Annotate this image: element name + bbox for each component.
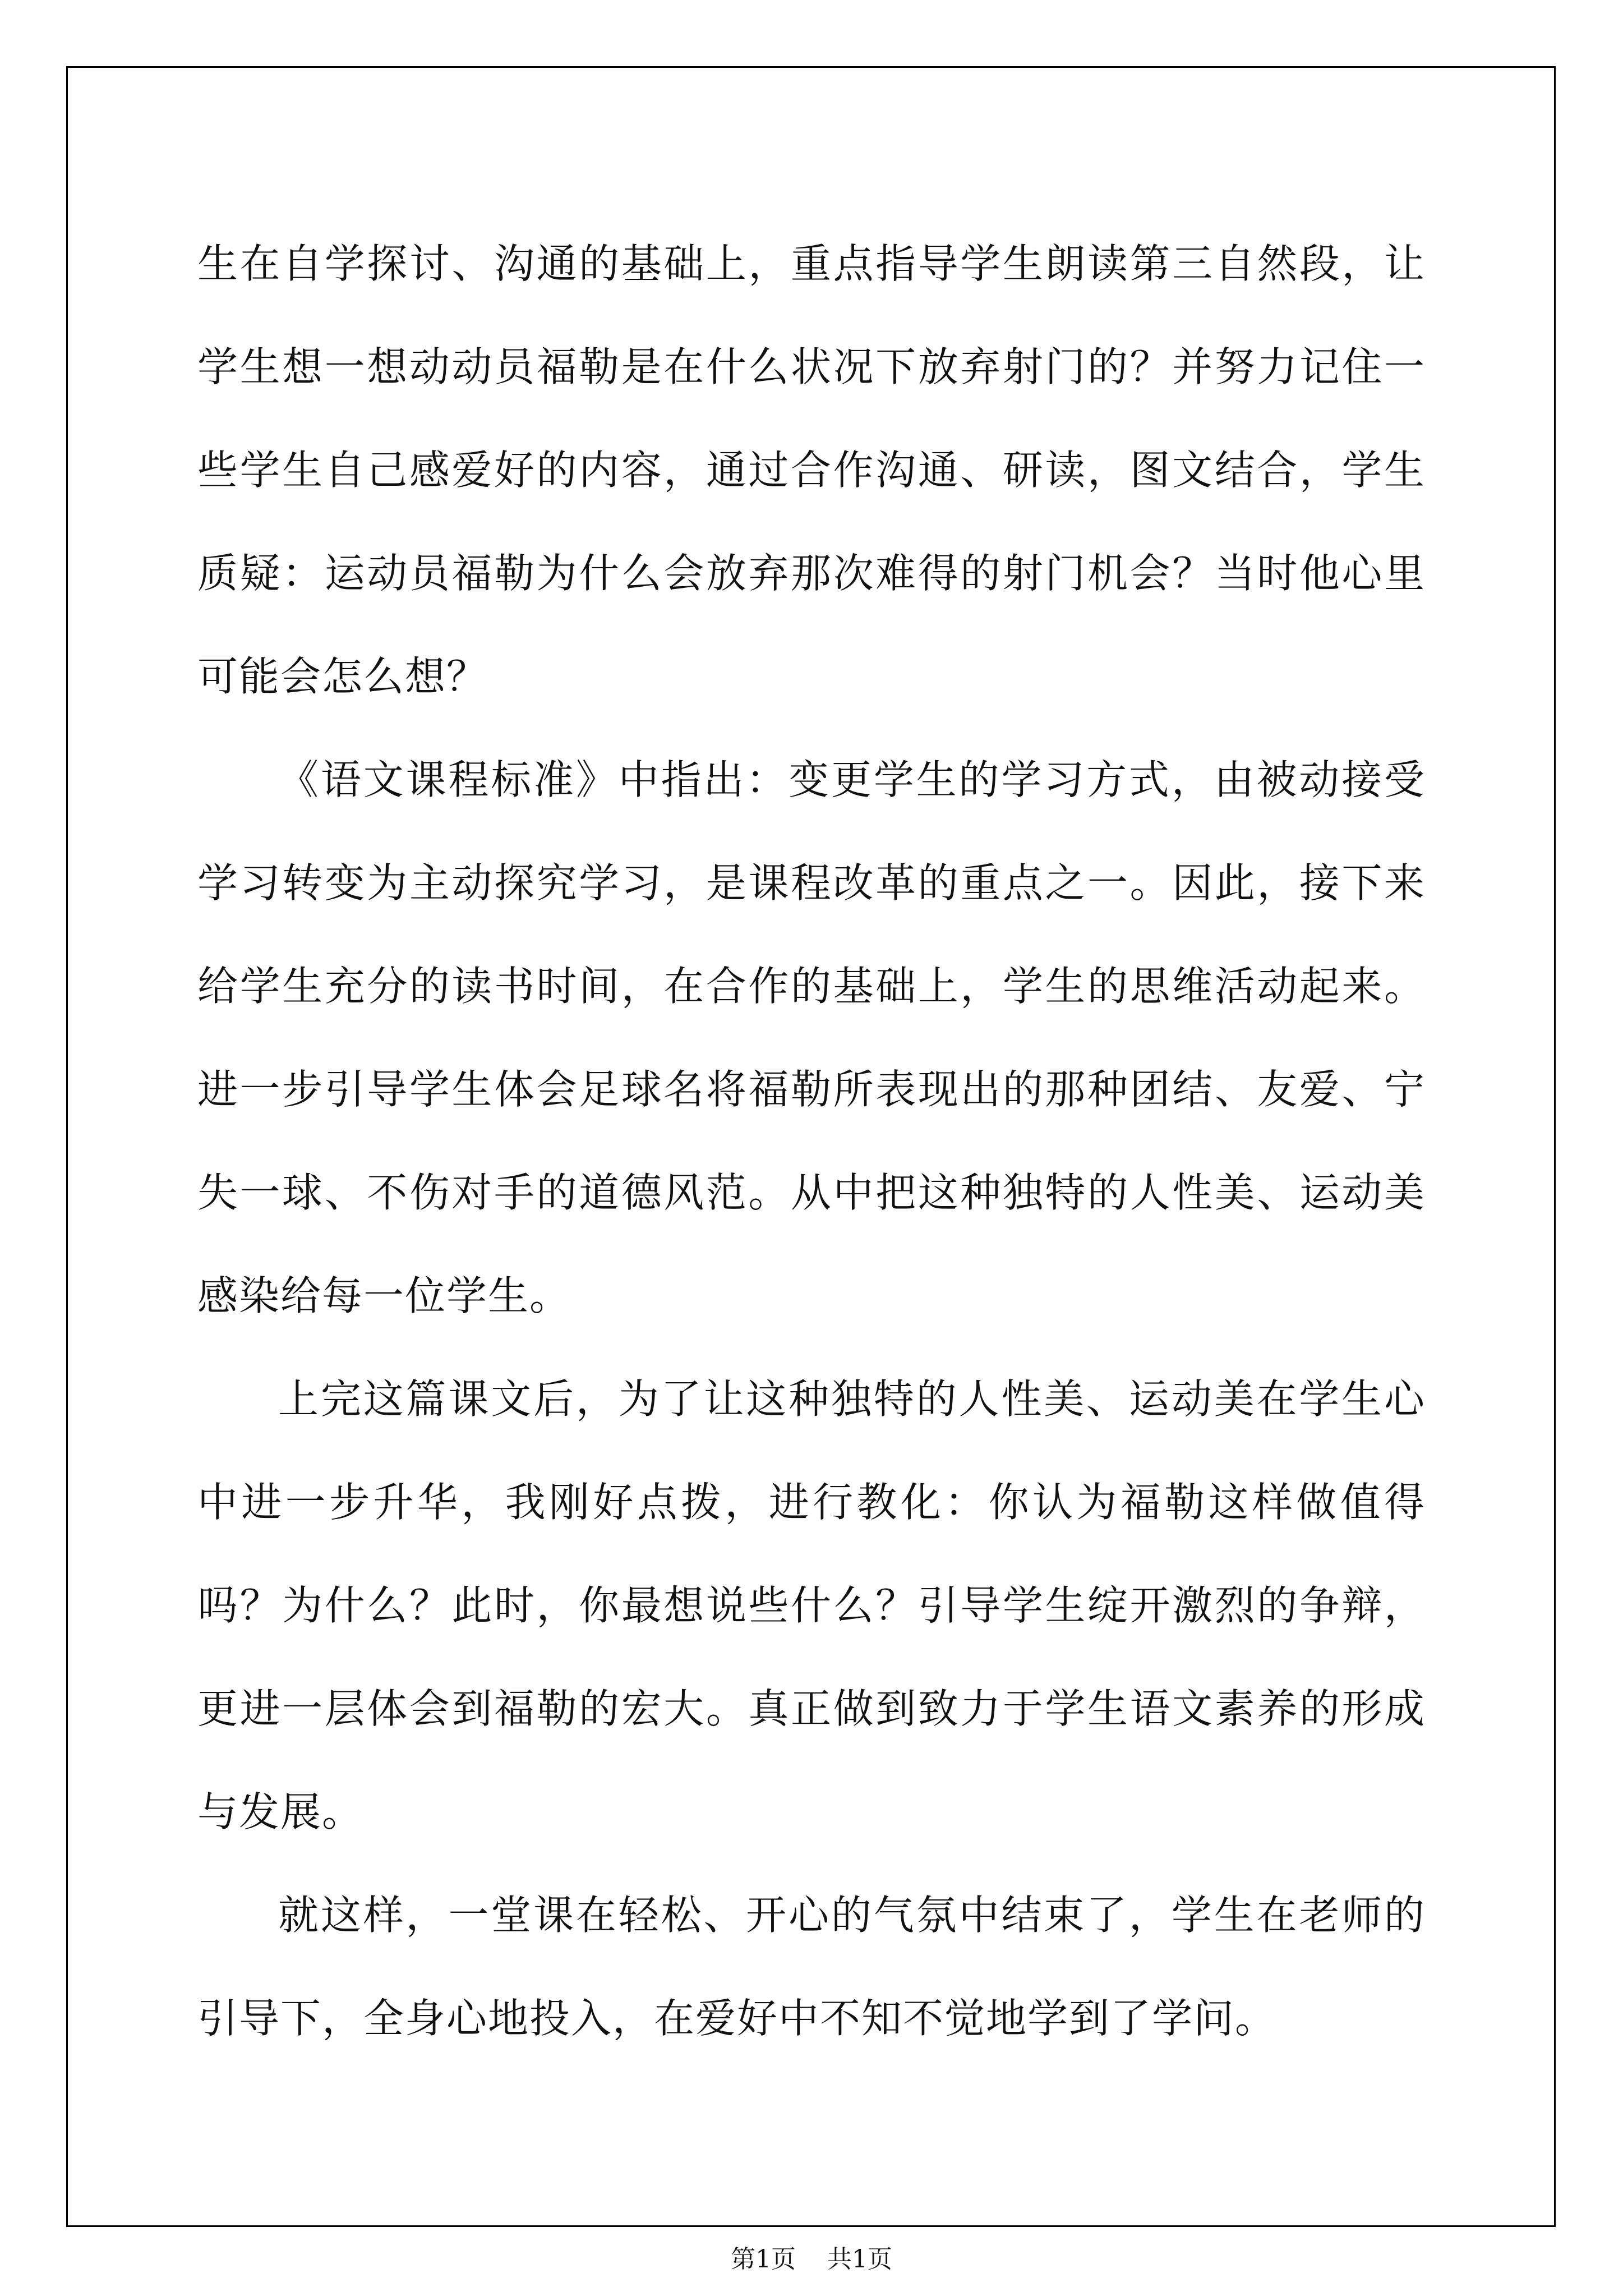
- paragraph: 就这样，一堂课在轻松、开心的气氛中结束了，学生在老师的引导下，全身心地投入，在爱好中不知不觉地学到了学问。: [197, 1892, 1426, 2042]
- page-footer: [0, 2243, 1623, 2276]
- paragraph: 生在自学探讨、沟通的基础上，重点指导学生朗读第三自然段，让学生想一想动动员福勒是在什么状况下放弃射门的？并努力记住一些学生自己感爱好的内容，通过合作沟通、研读，图文结合，学生质疑：运动员福勒为什么会放弃那次难得的射门机会？当时他心里可能会怎么想？: [197, 240, 1426, 700]
- document-body: [197, 212, 1426, 2070]
- paragraph: 《语文课程标准》中指出：变更学生的学习方式，由被动接受学习转变为主动探究学习，是课程改革的重点之一。因此，接下来给学生充分的读书时间，在合作的基础上，学生的思维活动起来。进一步引导学生体会足球名将福勒所表现出的那种团结、友爱、宁失一球、不伤对手的道德风范。从中把这种独特的人性美、运动美感染给每一位学生。: [197, 756, 1426, 1319]
- paragraph: 上完这篇课文后，为了让这种独特的人性美、运动美在学生心中进一步升华，我刚好点拨，进行教化：你认为福勒这样做值得吗？为什么？此时，你最想说些什么？引导学生绽开激烈的争辩，更进一层体会到福勒的宏大。真正做到致力于学生语文素养的形成与发展。: [197, 1375, 1426, 1835]
- page-number: 第1页: [731, 2245, 796, 2274]
- page-total: 共1页: [827, 2245, 892, 2274]
